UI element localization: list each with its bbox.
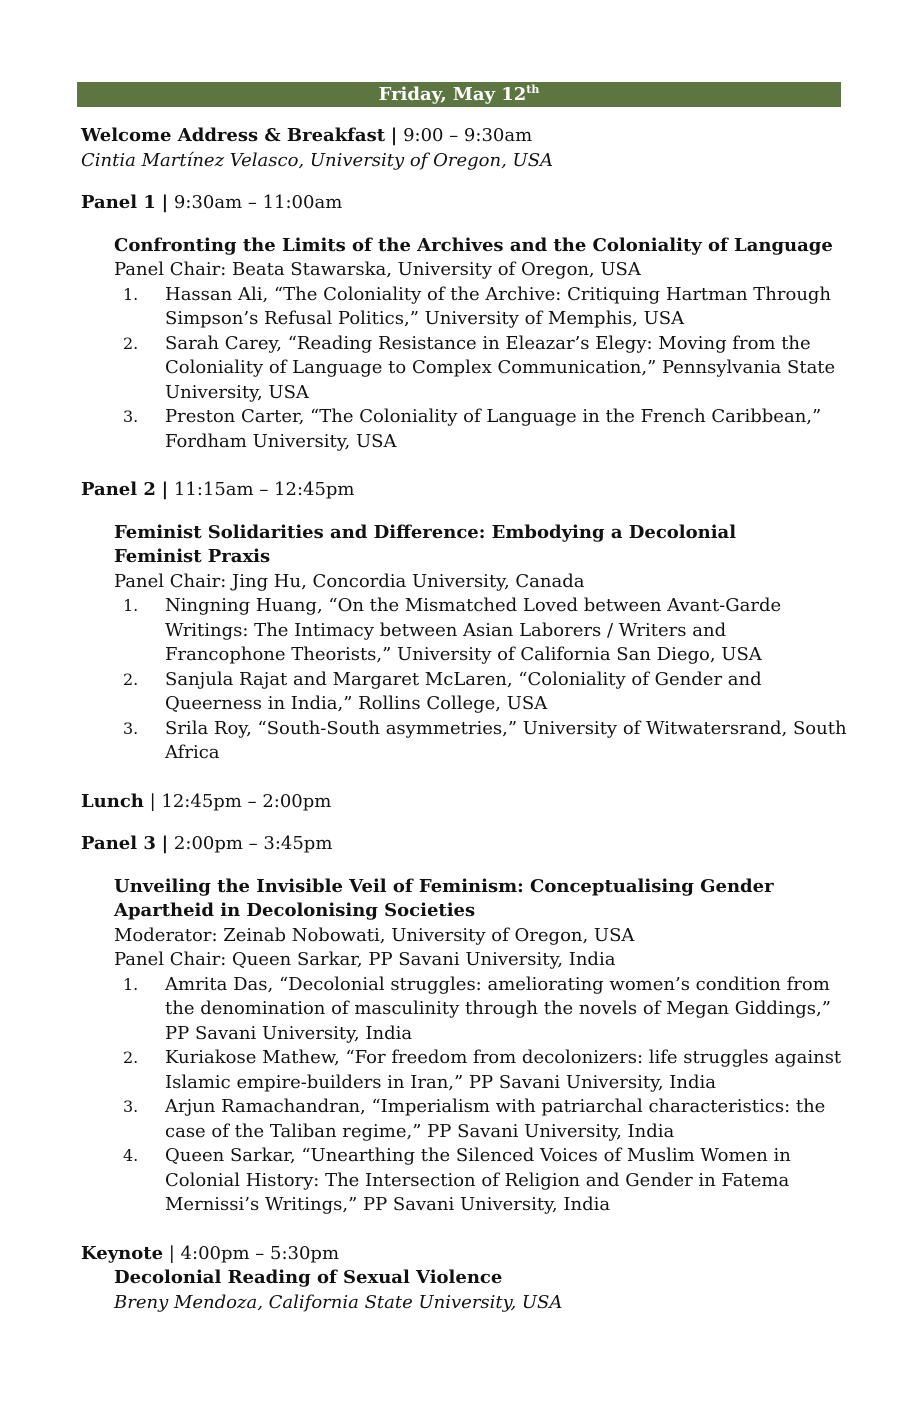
welcome-speaker: Cintia Martínez Velasco, University of Oregon, USA <box>81 149 554 171</box>
panel1-time: 9:30am – 11:00am <box>173 192 343 213</box>
list-item: 4. Queen Sarkar, “Unearthing the Silenced Voices of Muslim Women in Colonial History: The Intersection of Religion and Gender in Fatema Mernissi’s Writings,” PP Savani University, India <box>123 1145 791 1215</box>
panel3-title: Unveiling the Invisible Veil of Feminism: Conceptualising Gender Apartheid in Decolonising Societies <box>114 875 774 921</box>
panel1-label: Panel 1 <box>81 192 156 213</box>
schedule-content <box>81 124 851 1315</box>
day-title: Friday, May 12 <box>378 84 527 105</box>
keynote-title: Decolonial Reading of Sexual Violence <box>114 1267 503 1288</box>
panel2-body <box>114 521 851 766</box>
panel1-title: Confronting the Limits of the Archives and the Coloniality of Language <box>114 234 833 256</box>
panel3-body <box>114 875 851 1218</box>
list-item: 3. Preston Carter, “The Coloniality of Language in the French Caribbean,” Fordham University, USA <box>123 406 822 452</box>
panel2-chair: Panel Chair: Jing Hu, Concordia University, Canada <box>114 570 585 592</box>
day-suffix: th <box>526 83 540 96</box>
list-item: 2. Kuriakose Mathew, “For freedom from decolonizers: life struggles against Islamic empire-builders in Iran,” PP Savani University, India <box>123 1047 842 1093</box>
panel2-header: Panel 2 | 11:15am – 12:45pm <box>81 479 355 500</box>
list-item: 2. Sanjula Rajat and Margaret McLaren, “Coloniality of Gender and Queerness in India,” Rollins College, USA <box>123 668 762 714</box>
panel3-time: 2:00pm – 3:45pm <box>173 833 333 854</box>
panel2-label: Panel 2 <box>81 479 156 500</box>
list-item: 1. Amrita Das, “Decolonial struggles: ameliorating women’s condition from the denomination of masculinity through the novels of Megan Giddings,” PP Savani University, India <box>123 973 831 1044</box>
panel1-chair: Panel Chair: Beata Stawarska, University of Oregon, USA <box>114 259 641 280</box>
list-item: 3. Arjun Ramachandran, “Imperialism with patriarchal characteristics: the case of the Taliban regime,” PP Savani University, India <box>123 1096 826 1142</box>
list-item: 1. Ningning Huang, “On the Mismatched Loved between Avant-Garde Writings: The Intimacy between Asian Laborers / Writers and Francophone Theorists,” University of California San Diego, USA <box>123 595 782 665</box>
day-header-bar <box>77 82 841 107</box>
panel3-moderator: Moderator: Zeinab Nobowati, University of Oregon, USA <box>114 924 635 946</box>
keynote-label: Keynote <box>81 1242 164 1264</box>
panel1-papers <box>114 283 851 455</box>
keynote-header: Keynote | 4:00pm – 5:30pm <box>81 1242 340 1264</box>
list-item: 1. Hassan Ali, “The Coloniality of the Archive: Critiquing Hartman Through Simpson’s Refusal Politics,” University of Memphis, USA <box>123 283 832 329</box>
panel2-papers <box>114 594 851 766</box>
panel3-header: Panel 3 | 2:00pm – 3:45pm <box>81 833 333 854</box>
list-item: 3. Srila Roy, “South-South asymmetries,” University of Witwatersrand, South Africa <box>123 717 847 763</box>
list-item: 2. Sarah Carey, “Reading Resistance in Eleazar’s Elegy: Moving from the Coloniality of Language to Complex Communication,” Pennsylvania State University, USA <box>123 332 836 403</box>
panel2-title: Feminist Solidarities and Difference: Embodying a Decolonial Feminist Praxis <box>114 521 737 567</box>
panel2-time: 11:15am – 12:45pm <box>173 479 355 500</box>
welcome-time: 9:00 – 9:30am <box>403 125 533 146</box>
lunch-time: 12:45pm – 2:00pm <box>161 790 332 812</box>
welcome-section: Welcome Address & Breakfast | 9:00 – 9:30am <box>81 125 533 146</box>
panel3-papers <box>114 973 851 1218</box>
panel1-header: Panel 1 | 9:30am – 11:00am <box>81 192 343 213</box>
panel1-body <box>114 234 851 455</box>
welcome-title: Welcome Address & Breakfast <box>81 125 386 146</box>
keynote-speaker: Breny Mendoza, California State University, USA <box>114 1291 563 1313</box>
panel3-label: Panel 3 <box>81 833 156 854</box>
panel3-chair: Panel Chair: Queen Sarkar, PP Savani University, India <box>114 949 616 970</box>
lunch-section: Lunch | 12:45pm – 2:00pm <box>81 790 332 812</box>
keynote-time: 4:00pm – 5:30pm <box>180 1242 340 1264</box>
lunch-label: Lunch <box>81 790 144 812</box>
